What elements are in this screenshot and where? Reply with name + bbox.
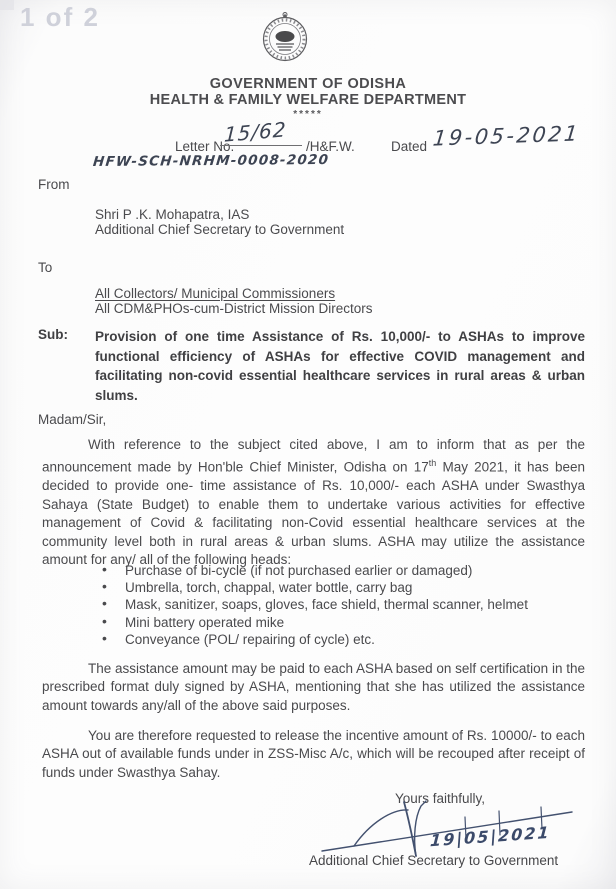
subject-text: Provision of one time Assistance of Rs. 10,000/- to ASHAs to improve functional efficiency of ASHAs for effective COVID management and facilitating non-covid essential healthcare services in rural areas & urban slums.: [95, 329, 585, 403]
signatory-designation: Additional Chief Secretary to Government: [309, 853, 559, 868]
letterhead: [0, 76, 616, 120]
government-title: GOVERNMENT OF ODISHA: [209, 76, 407, 92]
dated-label: Dated: [391, 139, 428, 154]
page-count-indicator: 1 of 2: [20, 2, 100, 32]
subject-label: Sub:: [38, 327, 68, 342]
from-label: From: [38, 177, 70, 192]
para1-text-before: With reference to the subject cited above, I am to inform that as per the announcement made by Hon'ble Chief Minister, Odisha on 17: [42, 437, 585, 475]
list-item-text: Mask, sanitizer, soaps, gloves, face shield, thermal scanner, helmet: [125, 597, 528, 613]
scan-artifact: [0, 0, 14, 10]
department-title: HEALTH & FAMILY WELFARE DEPARTMENT: [149, 92, 467, 108]
sender-name: Shri P .K. Mohapatra, IAS: [95, 207, 250, 222]
list-item: [100, 562, 570, 579]
list-item: [100, 596, 570, 613]
odisha-state-emblem-icon: [256, 10, 314, 66]
body-paragraph-1: [42, 436, 585, 569]
list-item-text: Conveyance (POL/ repairing of cycle) etc.: [125, 631, 375, 647]
letter-no-label: Letter No.: [175, 139, 235, 154]
signature-date-handwritten: 19|05|2021: [429, 822, 552, 851]
recipient-line2: All CDM&PHOs-cum-District Mission Directors: [95, 301, 373, 316]
valediction: Yours faithfully,: [395, 791, 486, 806]
sender-designation: Additional Chief Secretary to Government: [95, 222, 345, 237]
list-item: [100, 579, 570, 596]
to-label: To: [38, 260, 53, 275]
divider-stars: *****: [293, 109, 323, 120]
letter-no-handwritten: 15/62: [223, 117, 288, 147]
recipient-line1: All Collectors/ Municipal Commissioners: [95, 286, 336, 301]
body-paragraph-2: The assistance amount may be paid to each ASHA based on self certification in the prescribed format duly signed by ASHA, mentioning that she has utilized the assistance amount towards any/all of the above said purposes.: [42, 661, 585, 713]
ordinal-superscript: th: [428, 458, 437, 469]
list-item-text: Umbrella, torch, chappal, water bottle, carry bag: [125, 580, 413, 596]
date-handwritten: 19-05-2021: [431, 121, 582, 151]
letter-no-suffix: /H&F.W.: [306, 139, 355, 154]
para1-text-after: May 2021, it has been decided to provide one- time assistance of Rs. 10,000/- each ASHA under Swasthya Sahaya (State Budget) to enable them to undertake various activities for effective management of Covid & facilitating non-Covid essential healthcare services at the community level both in rural areas & urban slums. ASHA may utilize the assistance amount for any/ all of the following heads:: [42, 459, 586, 567]
file-reference-handwritten: HFW-SCH-NRHM-0008-2020: [92, 151, 330, 171]
salutation: Madam/Sir,: [38, 412, 107, 427]
list-item-text: Purchase of bi-cycle (if not purchased earlier or damaged): [125, 563, 473, 578]
body-paragraph-3: You are therefore requested to release the incentive amount of Rs. 10000/- to each ASHA out of available funds under in ZSS-Misc A/c, which will be recouped after receipt of funds under Swasthya Sahay.: [42, 728, 585, 780]
assistance-heads-list: [100, 562, 570, 648]
list-item: [100, 614, 570, 631]
list-item: [100, 631, 570, 648]
list-item-text: Mini battery operated mike: [125, 614, 285, 630]
